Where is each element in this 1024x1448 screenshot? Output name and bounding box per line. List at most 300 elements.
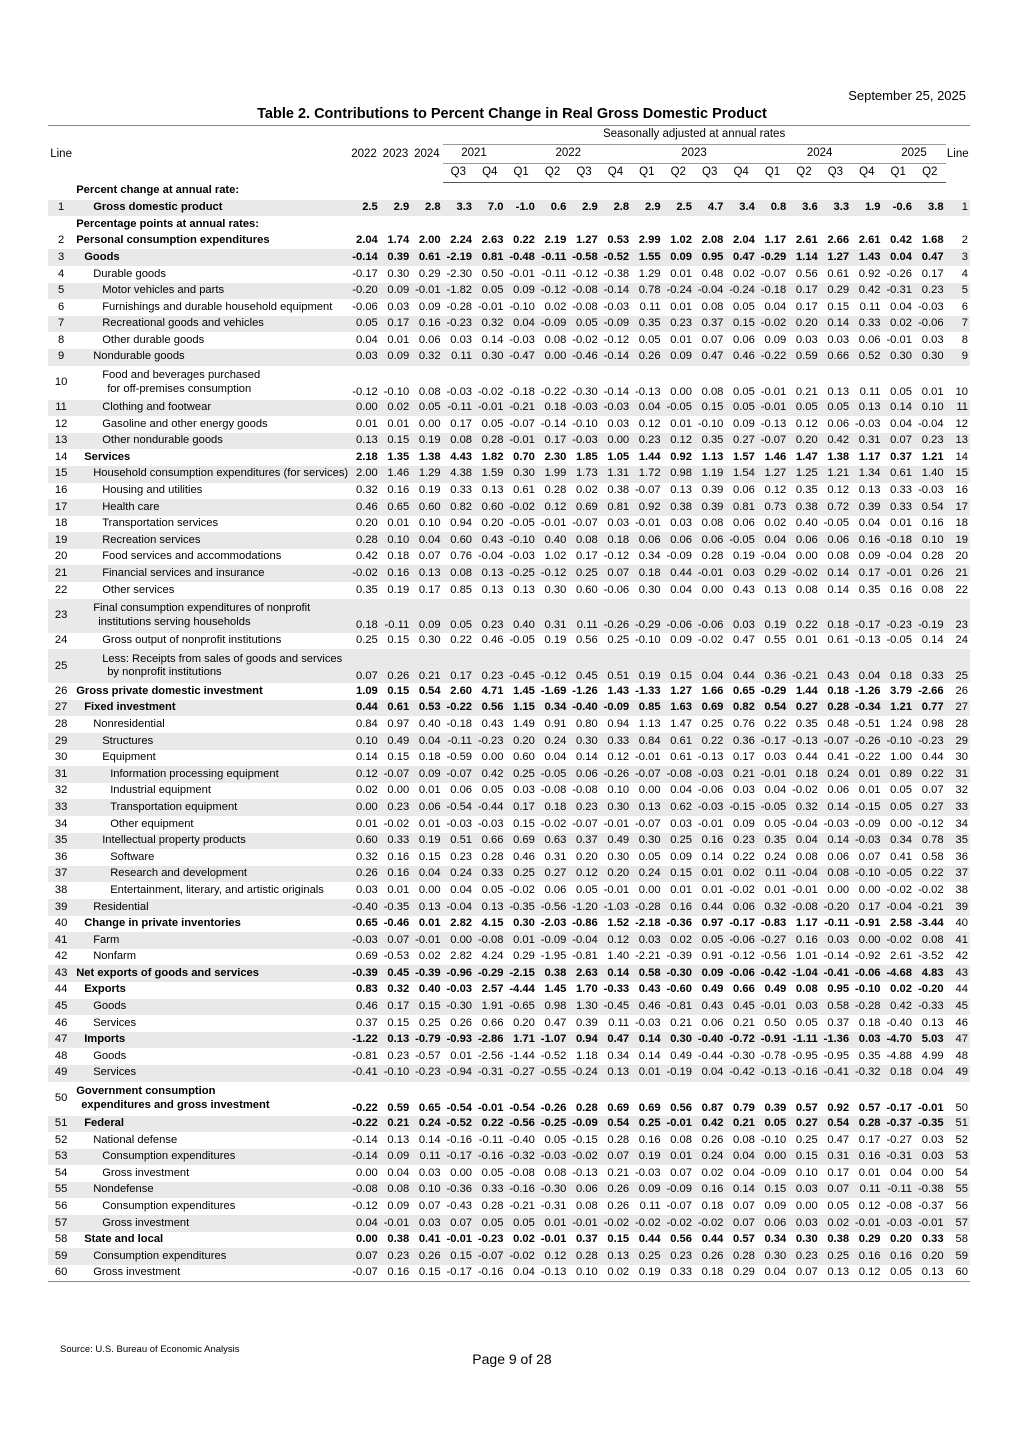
line-number-right: 30 xyxy=(955,751,968,764)
table-row xyxy=(48,499,970,516)
value-cell: 0.10 xyxy=(607,784,630,797)
table-row xyxy=(48,982,970,999)
value-cell: 1.21 xyxy=(820,466,851,483)
value-cell: 1.45 xyxy=(544,983,567,996)
line-number: 18 xyxy=(54,517,68,530)
line-number: 39 xyxy=(48,899,74,916)
value-cell: 0.04 xyxy=(411,733,442,750)
value-cell: -0.14 xyxy=(348,249,379,266)
value-cell: 0.02 xyxy=(883,316,914,333)
value-cell: -2.86 xyxy=(474,1032,505,1049)
value-cell: 0.48 xyxy=(827,717,850,730)
value-cell: 0.20 xyxy=(890,1233,912,1246)
value-cell: 2.82 xyxy=(450,917,473,930)
value-cell: 0.08 xyxy=(701,517,724,530)
line-number-right: 60 xyxy=(946,1265,970,1282)
value-cell: 0.17 xyxy=(443,649,474,683)
value-cell: 0.18 xyxy=(788,766,819,783)
value-cell: 0.57 xyxy=(858,1102,881,1114)
value-cell: 0.33 xyxy=(914,649,946,683)
value-cell: -0.07 xyxy=(380,766,411,783)
value-cell: 0.06 xyxy=(418,333,441,346)
value-cell: 0.37 xyxy=(568,833,599,850)
value-cell: 0.65 xyxy=(380,499,411,516)
value-cell: 0.13 xyxy=(820,1265,851,1282)
value-cell: 0.02 xyxy=(513,1233,535,1246)
value-cell: -0.59 xyxy=(446,751,473,764)
value-cell: -0.15 xyxy=(725,799,756,816)
value-cell: -0.10 xyxy=(635,634,661,647)
value-cell: 0.20 xyxy=(355,517,378,530)
value-cell: 0.08 xyxy=(795,850,818,863)
value-cell: -0.41 xyxy=(820,1065,851,1082)
value-cell: -0.29 xyxy=(631,599,662,633)
value-cell xyxy=(788,183,819,200)
value-cell: 0.16 xyxy=(694,833,725,850)
row-label-line2: for off-premises consumption xyxy=(107,382,252,395)
value-cell: 0.30 xyxy=(418,634,441,647)
quarter-header: Q3 xyxy=(568,164,599,183)
value-cell: -0.23 xyxy=(443,316,474,333)
value-cell: -0.40 xyxy=(568,700,599,717)
value-cell: 0.23 xyxy=(450,850,473,863)
value-cell: 0.24 xyxy=(537,733,568,750)
value-cell: 0.77 xyxy=(914,700,946,717)
value-cell: 0.49 xyxy=(670,1049,692,1062)
value-cell: 0.12 xyxy=(537,1248,568,1265)
value-cell: -0.36 xyxy=(443,1182,474,1199)
value-cell: 0.01 xyxy=(418,784,441,797)
value-cell: 0.34 xyxy=(883,833,914,850)
value-cell: 0.07 xyxy=(443,1215,474,1232)
value-cell: 0.20 xyxy=(600,866,631,883)
line-number: 26 xyxy=(54,684,68,697)
line-number-right: 41 xyxy=(946,932,970,949)
value-cell: -0.02 xyxy=(729,883,755,896)
value-cell: 0.13 xyxy=(851,400,882,417)
value-cell: 0.15 xyxy=(827,300,850,313)
line-number-right xyxy=(946,183,970,200)
value-cell: 0.97 xyxy=(701,917,724,930)
value-cell: 0.48 xyxy=(701,267,724,280)
value-cell: -0.02 xyxy=(757,316,788,333)
value-cell: 0.26 xyxy=(631,349,662,366)
value-cell: 0.36 xyxy=(725,733,756,750)
value-cell: 0.04 xyxy=(914,1065,946,1082)
line-number-right: 55 xyxy=(946,1182,970,1199)
value-cell: 0.03 xyxy=(788,1182,819,1199)
value-cell: 1.27 xyxy=(670,684,692,697)
table-row xyxy=(48,999,970,1016)
value-cell: 0.09 xyxy=(380,1149,411,1166)
value-cell: 0.09 xyxy=(670,634,692,647)
value-cell: 0.09 xyxy=(694,965,725,982)
line-number: 54 xyxy=(54,1166,68,1179)
value-cell: 0.78 xyxy=(631,283,662,300)
value-cell: 0.00 xyxy=(418,417,441,430)
value-cell: 1.9 xyxy=(851,200,882,217)
value-cell: 0.09 xyxy=(663,349,694,366)
value-cell: 0.33 xyxy=(921,1233,944,1246)
value-cell: 1.44 xyxy=(638,450,661,463)
value-cell: 0.13 xyxy=(513,583,535,596)
table-row xyxy=(48,1015,970,1032)
value-cell: 0.11 xyxy=(757,866,788,883)
value-cell: 2.63 xyxy=(568,965,599,982)
value-cell: 0.57 xyxy=(795,1102,818,1114)
value-cell: 0.22 xyxy=(450,634,473,647)
value-cell: 0.01 xyxy=(505,932,536,949)
value-cell: 1.02 xyxy=(670,234,692,247)
value-cell: -0.27 xyxy=(505,1065,536,1082)
value-cell: -0.03 xyxy=(568,433,599,450)
value-cell: -0.46 xyxy=(568,349,599,366)
value-cell: 0.72 xyxy=(820,499,851,516)
value-cell xyxy=(537,183,568,200)
value-cell: 0.25 xyxy=(418,1016,441,1029)
value-cell: 0.25 xyxy=(663,833,694,850)
line-number-right: 12 xyxy=(955,417,968,430)
value-cell: 0.54 xyxy=(914,499,946,516)
value-cell: -0.03 xyxy=(568,400,599,417)
value-cell: -0.12 xyxy=(537,649,568,683)
value-cell: 0.8 xyxy=(757,200,788,217)
value-cell: 0.11 xyxy=(851,1182,882,1199)
value-cell: -0.20 xyxy=(820,899,851,916)
row-label: Other nondurable goods xyxy=(74,433,348,450)
value-cell: -0.23 xyxy=(477,1233,504,1246)
row-label: Furnishings and durable household equipment xyxy=(102,300,333,313)
value-cell: 0.39 xyxy=(694,499,725,516)
line-number: 29 xyxy=(48,733,74,750)
value-cell: 0.09 xyxy=(387,1200,410,1213)
value-cell: 0.13 xyxy=(348,433,379,450)
value-cell: 0.27 xyxy=(788,700,819,717)
row-label: Equipment xyxy=(102,751,156,764)
value-cell: -0.30 xyxy=(572,386,598,399)
line-number: 25 xyxy=(48,649,74,683)
value-cell: 0.26 xyxy=(694,1248,725,1265)
value-cell: 0.53 xyxy=(607,234,630,247)
value-cell: -0.06 xyxy=(694,599,725,633)
value-cell: 0.95 xyxy=(827,983,850,996)
table-row xyxy=(48,283,970,300)
line-number-right: 13 xyxy=(946,433,970,450)
value-cell: -0.03 xyxy=(918,484,944,497)
value-cell: 0.07 xyxy=(348,1248,379,1265)
value-cell: 0.16 xyxy=(663,899,694,916)
value-cell: 0.03 xyxy=(607,517,630,530)
value-cell: -0.02 xyxy=(631,1215,662,1232)
value-cell: -0.29 xyxy=(474,965,505,982)
value-cell: 0.42 xyxy=(890,234,912,247)
value-cell: -0.03 xyxy=(446,983,473,996)
line-number-right: 14 xyxy=(955,450,968,463)
value-cell: -0.05 xyxy=(823,517,850,530)
value-cell: 0.51 xyxy=(443,833,474,850)
value-cell: 0.15 xyxy=(663,649,694,683)
table-row xyxy=(48,1248,970,1265)
value-cell: -4.88 xyxy=(886,1049,912,1062)
value-cell: 0.06 xyxy=(663,532,694,549)
table-row xyxy=(48,582,970,599)
value-cell: -2.03 xyxy=(540,917,567,930)
value-cell: 0.14 xyxy=(631,1032,662,1049)
value-cell: 0.18 xyxy=(820,599,851,633)
value-cell: 0.28 xyxy=(481,850,504,863)
value-cell: 0.76 xyxy=(733,717,755,730)
value-cell: 0.29 xyxy=(725,1265,756,1282)
value-cell: -0.17 xyxy=(352,267,378,280)
value-cell: 0.05 xyxy=(694,932,725,949)
value-cell: 0.26 xyxy=(450,1016,473,1029)
value-cell: 0.78 xyxy=(914,833,946,850)
quarter-header: Q1 xyxy=(505,164,536,183)
value-cell: -0.04 xyxy=(792,817,818,830)
value-cell: 0.03 xyxy=(820,932,851,949)
value-cell: 0.30 xyxy=(474,349,505,366)
value-cell: 0.20 xyxy=(788,316,819,333)
source-note: Source: U.S. Bureau of Economic Analysis xyxy=(60,1344,240,1355)
line-number-right: 42 xyxy=(955,950,968,963)
value-cell: 0.01 xyxy=(858,784,881,797)
value-cell: 0.03 xyxy=(921,333,944,346)
line-number xyxy=(48,216,74,233)
row-label: Gasoline and other energy goods xyxy=(102,417,268,430)
value-cell: -0.03 xyxy=(823,817,850,830)
value-cell: -0.06 xyxy=(352,300,378,313)
value-cell: -0.01 xyxy=(411,932,442,949)
row-label: Household consumption expenditures (for services) xyxy=(74,466,348,483)
value-cell: 0.28 xyxy=(701,550,724,563)
quarter-header: Q4 xyxy=(474,164,505,183)
value-cell: 1.47 xyxy=(795,450,818,463)
value-cell: -0.33 xyxy=(603,983,630,996)
value-cell: 0.34 xyxy=(537,700,568,717)
value-cell: -4.70 xyxy=(883,1032,914,1049)
value-cell: 0.04 xyxy=(544,751,567,764)
value-cell: 0.60 xyxy=(348,833,379,850)
value-cell: 0.18 xyxy=(348,599,379,633)
line-number: 44 xyxy=(54,983,68,996)
value-cell: 2.30 xyxy=(544,450,567,463)
value-cell: -0.18 xyxy=(446,717,473,730)
annual-header: 2024 xyxy=(411,126,442,183)
value-cell: 0.94 xyxy=(607,717,630,730)
value-cell: -0.30 xyxy=(537,1182,568,1199)
value-cell: 1.46 xyxy=(380,466,411,483)
value-cell: -2.56 xyxy=(477,1049,504,1062)
value-cell: 0.13 xyxy=(670,484,692,497)
quarter-header: Q2 xyxy=(537,164,568,183)
value-cell: 2.58 xyxy=(890,917,912,930)
value-cell: -0.13 xyxy=(757,1065,788,1082)
value-cell: -0.86 xyxy=(572,917,598,930)
value-cell: 0.12 xyxy=(764,484,787,497)
value-cell: 0.06 xyxy=(568,1182,599,1199)
value-cell: 0.43 xyxy=(481,717,504,730)
value-cell: -0.24 xyxy=(568,1065,599,1082)
value-cell: -0.02 xyxy=(600,1215,631,1232)
value-cell: 0.08 xyxy=(544,1166,567,1179)
value-cell xyxy=(725,216,756,233)
value-cell: 0.13 xyxy=(631,799,662,816)
value-cell: 1.09 xyxy=(355,684,378,697)
value-cell: 0.10 xyxy=(914,400,946,417)
value-cell: 0.44 xyxy=(638,1233,661,1246)
line-number: 60 xyxy=(48,1265,74,1282)
value-cell: 0.24 xyxy=(694,1149,725,1166)
table-row xyxy=(48,332,970,349)
value-cell: 0.17 xyxy=(788,283,819,300)
value-cell: 2.00 xyxy=(348,466,379,483)
value-cell: -0.01 xyxy=(568,1215,599,1232)
value-cell: 0.04 xyxy=(757,1265,788,1282)
table-row xyxy=(48,949,970,966)
value-cell: 0.18 xyxy=(631,565,662,582)
value-cell: 0.13 xyxy=(474,899,505,916)
value-cell: 0.00 xyxy=(348,400,379,417)
value-cell: -0.12 xyxy=(729,950,755,963)
value-cell: 0.39 xyxy=(764,1102,787,1114)
line-number-right: 53 xyxy=(946,1149,970,1166)
value-cell: -0.04 xyxy=(883,899,914,916)
value-cell: 0.13 xyxy=(600,1248,631,1265)
value-cell: -0.45 xyxy=(505,649,536,683)
value-cell: -0.07 xyxy=(631,766,662,783)
value-cell: -0.01 xyxy=(886,333,912,346)
value-cell: -0.21 xyxy=(788,649,819,683)
value-cell: 0.04 xyxy=(505,316,536,333)
line-number: 53 xyxy=(48,1149,74,1166)
line-number-right: 8 xyxy=(961,333,968,346)
value-cell: 0.18 xyxy=(418,751,441,764)
value-cell xyxy=(788,216,819,233)
value-cell: 0.25 xyxy=(505,866,536,883)
value-cell: -0.11 xyxy=(537,249,568,266)
value-cell: 0.62 xyxy=(663,799,694,816)
value-cell: -0.03 xyxy=(446,817,473,830)
value-cell: 0.18 xyxy=(694,1265,725,1282)
value-cell: -0.40 xyxy=(348,899,379,916)
value-cell xyxy=(474,183,505,200)
value-cell: -1.26 xyxy=(572,684,598,697)
value-cell: -0.31 xyxy=(540,1200,567,1213)
value-cell: 0.17 xyxy=(858,1133,881,1146)
value-cell: 1.43 xyxy=(851,249,882,266)
table-row xyxy=(48,349,970,366)
value-cell: 0.02 xyxy=(355,784,378,797)
line-number-right: 21 xyxy=(946,565,970,582)
value-cell: 1.17 xyxy=(795,917,818,930)
value-cell: -0.40 xyxy=(694,1032,725,1049)
line-number-right: 7 xyxy=(946,316,970,333)
value-cell: 2.18 xyxy=(355,450,378,463)
value-cell: 0.05 xyxy=(505,1215,536,1232)
value-cell: -0.09 xyxy=(537,932,568,949)
value-cell: 2.57 xyxy=(481,983,504,996)
table-row xyxy=(48,183,970,200)
value-cell: -0.25 xyxy=(537,1116,568,1133)
row-label: Gross output of nonprofit institutions xyxy=(102,634,282,647)
value-cell: 0.08 xyxy=(827,550,850,563)
line-number-right: 10 xyxy=(955,386,968,399)
value-cell: -0.06 xyxy=(697,784,724,797)
value-cell: 0.02 xyxy=(820,1215,851,1232)
value-cell: -0.10 xyxy=(572,417,598,430)
annual-header: 2022 xyxy=(348,126,379,183)
value-cell: 0.20 xyxy=(505,733,536,750)
value-cell: 0.14 xyxy=(600,965,631,982)
value-cell: 0.05 xyxy=(474,283,505,300)
line-number-right: 35 xyxy=(946,833,970,850)
value-cell: 0.06 xyxy=(631,532,662,549)
value-cell: 2.5 xyxy=(348,200,379,217)
value-cell: -0.02 xyxy=(568,1149,599,1166)
value-cell: 0.30 xyxy=(607,850,630,863)
value-cell xyxy=(474,216,505,233)
value-cell: 0.33 xyxy=(851,316,882,333)
value-cell: 0.04 xyxy=(348,1215,379,1232)
line-number: 9 xyxy=(48,349,74,366)
value-cell: 0.45 xyxy=(380,965,411,982)
value-cell: 0.03 xyxy=(851,1032,882,1049)
value-cell: -0.02 xyxy=(697,634,724,647)
value-cell: 0.92 xyxy=(631,499,662,516)
value-cell: 0.24 xyxy=(411,1116,442,1133)
value-cell: 1.18 xyxy=(575,1049,598,1062)
value-cell: 0.06 xyxy=(568,766,599,783)
value-cell: 0.15 xyxy=(443,1248,474,1265)
value-cell xyxy=(757,216,788,233)
value-cell: -0.04 xyxy=(443,899,474,916)
value-cell: 0.27 xyxy=(537,866,568,883)
table-row xyxy=(48,1198,970,1215)
value-cell: -0.03 xyxy=(509,550,535,563)
value-cell xyxy=(443,216,474,233)
value-cell: -0.23 xyxy=(883,599,914,633)
row-label: Structures xyxy=(74,733,348,750)
line-number: 41 xyxy=(48,932,74,949)
value-cell: -0.07 xyxy=(760,267,787,280)
value-cell xyxy=(443,183,474,200)
value-cell: 0.30 xyxy=(795,1233,818,1246)
value-cell xyxy=(348,216,379,233)
value-cell: 0.23 xyxy=(725,833,756,850)
value-cell xyxy=(380,216,411,233)
value-cell: -0.05 xyxy=(725,532,756,549)
value-cell: 0.07 xyxy=(725,1215,756,1232)
value-cell: -0.11 xyxy=(443,733,474,750)
value-cell: -0.54 xyxy=(509,1102,535,1114)
value-cell: -0.13 xyxy=(537,1265,568,1282)
value-cell: -0.42 xyxy=(725,1065,756,1082)
table-row xyxy=(48,916,970,933)
line-number-right: 32 xyxy=(955,784,968,797)
value-cell: 0.14 xyxy=(638,1049,661,1062)
line-number: 58 xyxy=(54,1233,68,1246)
line-number-right: 52 xyxy=(955,1133,968,1146)
value-cell: -0.06 xyxy=(603,583,630,596)
value-cell: -0.03 xyxy=(855,417,881,430)
line-number-right: 49 xyxy=(946,1065,970,1082)
value-cell: 0.01 xyxy=(670,300,692,313)
value-cell: -0.04 xyxy=(886,550,912,563)
value-cell: -0.02 xyxy=(477,386,504,399)
value-cell: -0.58 xyxy=(568,249,599,266)
line-number: 22 xyxy=(54,583,68,596)
value-cell: 3.8 xyxy=(914,200,946,217)
